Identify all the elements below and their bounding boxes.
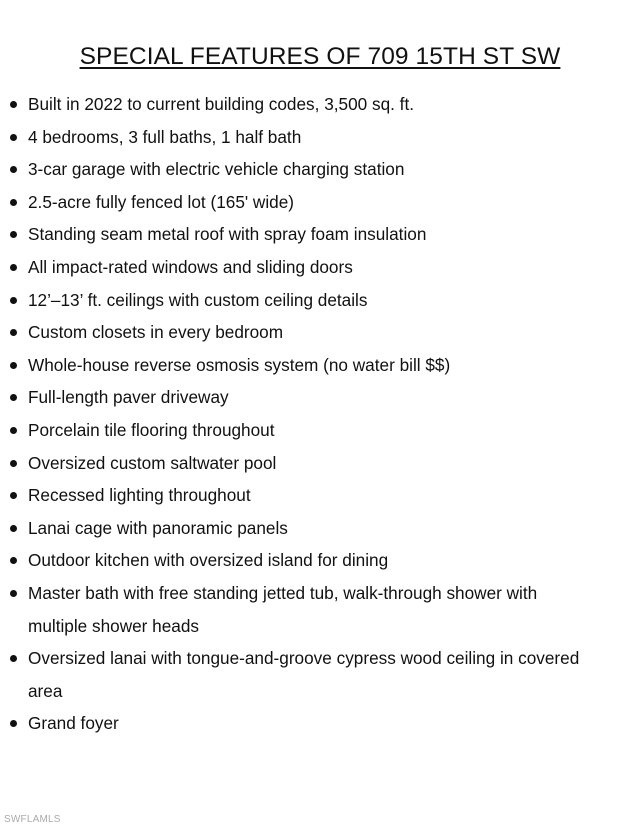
feature-item xyxy=(0,349,600,382)
feature-text: Full-length paver driveway xyxy=(28,387,229,408)
bullet-icon xyxy=(10,329,17,336)
bullet-icon xyxy=(10,362,17,369)
watermark-text: SWFLAMLS xyxy=(4,814,61,825)
feature-text: All impact-rated windows and sliding doors xyxy=(28,256,353,277)
page-title-text: SPECIAL FEATURES OF 709 15TH ST SW xyxy=(79,43,561,70)
bullet-icon xyxy=(10,166,17,173)
feature-item xyxy=(0,153,600,186)
feature-text: 3-car garage with electric vehicle charging station xyxy=(28,159,405,180)
feature-item xyxy=(0,316,600,349)
feature-item xyxy=(0,121,600,154)
features-list xyxy=(0,88,600,740)
feature-item xyxy=(0,577,600,642)
feature-text: Standing seam metal roof with spray foam insulation xyxy=(28,224,427,245)
feature-item xyxy=(0,218,600,251)
bullet-icon xyxy=(10,231,17,238)
feature-text: 12’–13’ ft. ceilings with custom ceiling details xyxy=(28,289,368,310)
bullet-icon xyxy=(10,101,17,108)
feature-text: 4 bedrooms, 3 full baths, 1 half bath xyxy=(28,126,302,147)
bullet-icon xyxy=(10,297,17,304)
feature-text: Built in 2022 to current building codes, 3,500 sq. ft. xyxy=(28,94,415,114)
feature-text: Outdoor kitchen with oversized island for dining xyxy=(28,550,389,571)
bullet-icon xyxy=(10,720,17,727)
feature-item xyxy=(0,284,600,317)
bullet-icon xyxy=(10,655,17,662)
feature-text: Custom closets in every bedroom xyxy=(28,322,284,343)
feature-item xyxy=(0,381,600,414)
feature-text: Oversized custom saltwater pool xyxy=(28,452,277,473)
feature-item xyxy=(0,88,600,121)
feature-text: Lanai cage with panoramic panels xyxy=(28,517,288,538)
bullet-icon xyxy=(10,590,17,597)
feature-text: Grand foyer xyxy=(28,713,119,734)
feature-text: Porcelain tile flooring throughout xyxy=(28,419,275,440)
bullet-icon xyxy=(10,557,17,564)
bullet-icon xyxy=(10,394,17,401)
bullet-icon xyxy=(10,427,17,434)
feature-text: Master bath with free standing jetted tub, walk-through shower with multiple shower heads xyxy=(28,582,538,636)
feature-item xyxy=(0,642,600,707)
bullet-icon xyxy=(10,460,17,467)
bullet-icon xyxy=(10,525,17,532)
bullet-icon xyxy=(10,492,17,499)
feature-text: Recessed lighting throughout xyxy=(28,485,251,506)
feature-item xyxy=(0,447,600,480)
feature-item xyxy=(0,414,600,447)
feature-item xyxy=(0,186,600,219)
bullet-icon xyxy=(10,134,17,141)
feature-text: Oversized lanai with tongue-and-groove cypress wood ceiling in covered area xyxy=(28,648,580,701)
page-title xyxy=(0,42,640,72)
feature-text: 2.5-acre fully fenced lot (165' wide) xyxy=(28,191,295,212)
feature-item xyxy=(0,251,600,284)
feature-item xyxy=(0,512,600,545)
feature-item xyxy=(0,707,600,740)
feature-text: Whole-house reverse osmosis system (no water bill $$) xyxy=(28,354,451,375)
bullet-icon xyxy=(10,264,17,271)
feature-item xyxy=(0,479,600,512)
feature-item xyxy=(0,544,600,577)
bullet-icon xyxy=(10,199,17,206)
